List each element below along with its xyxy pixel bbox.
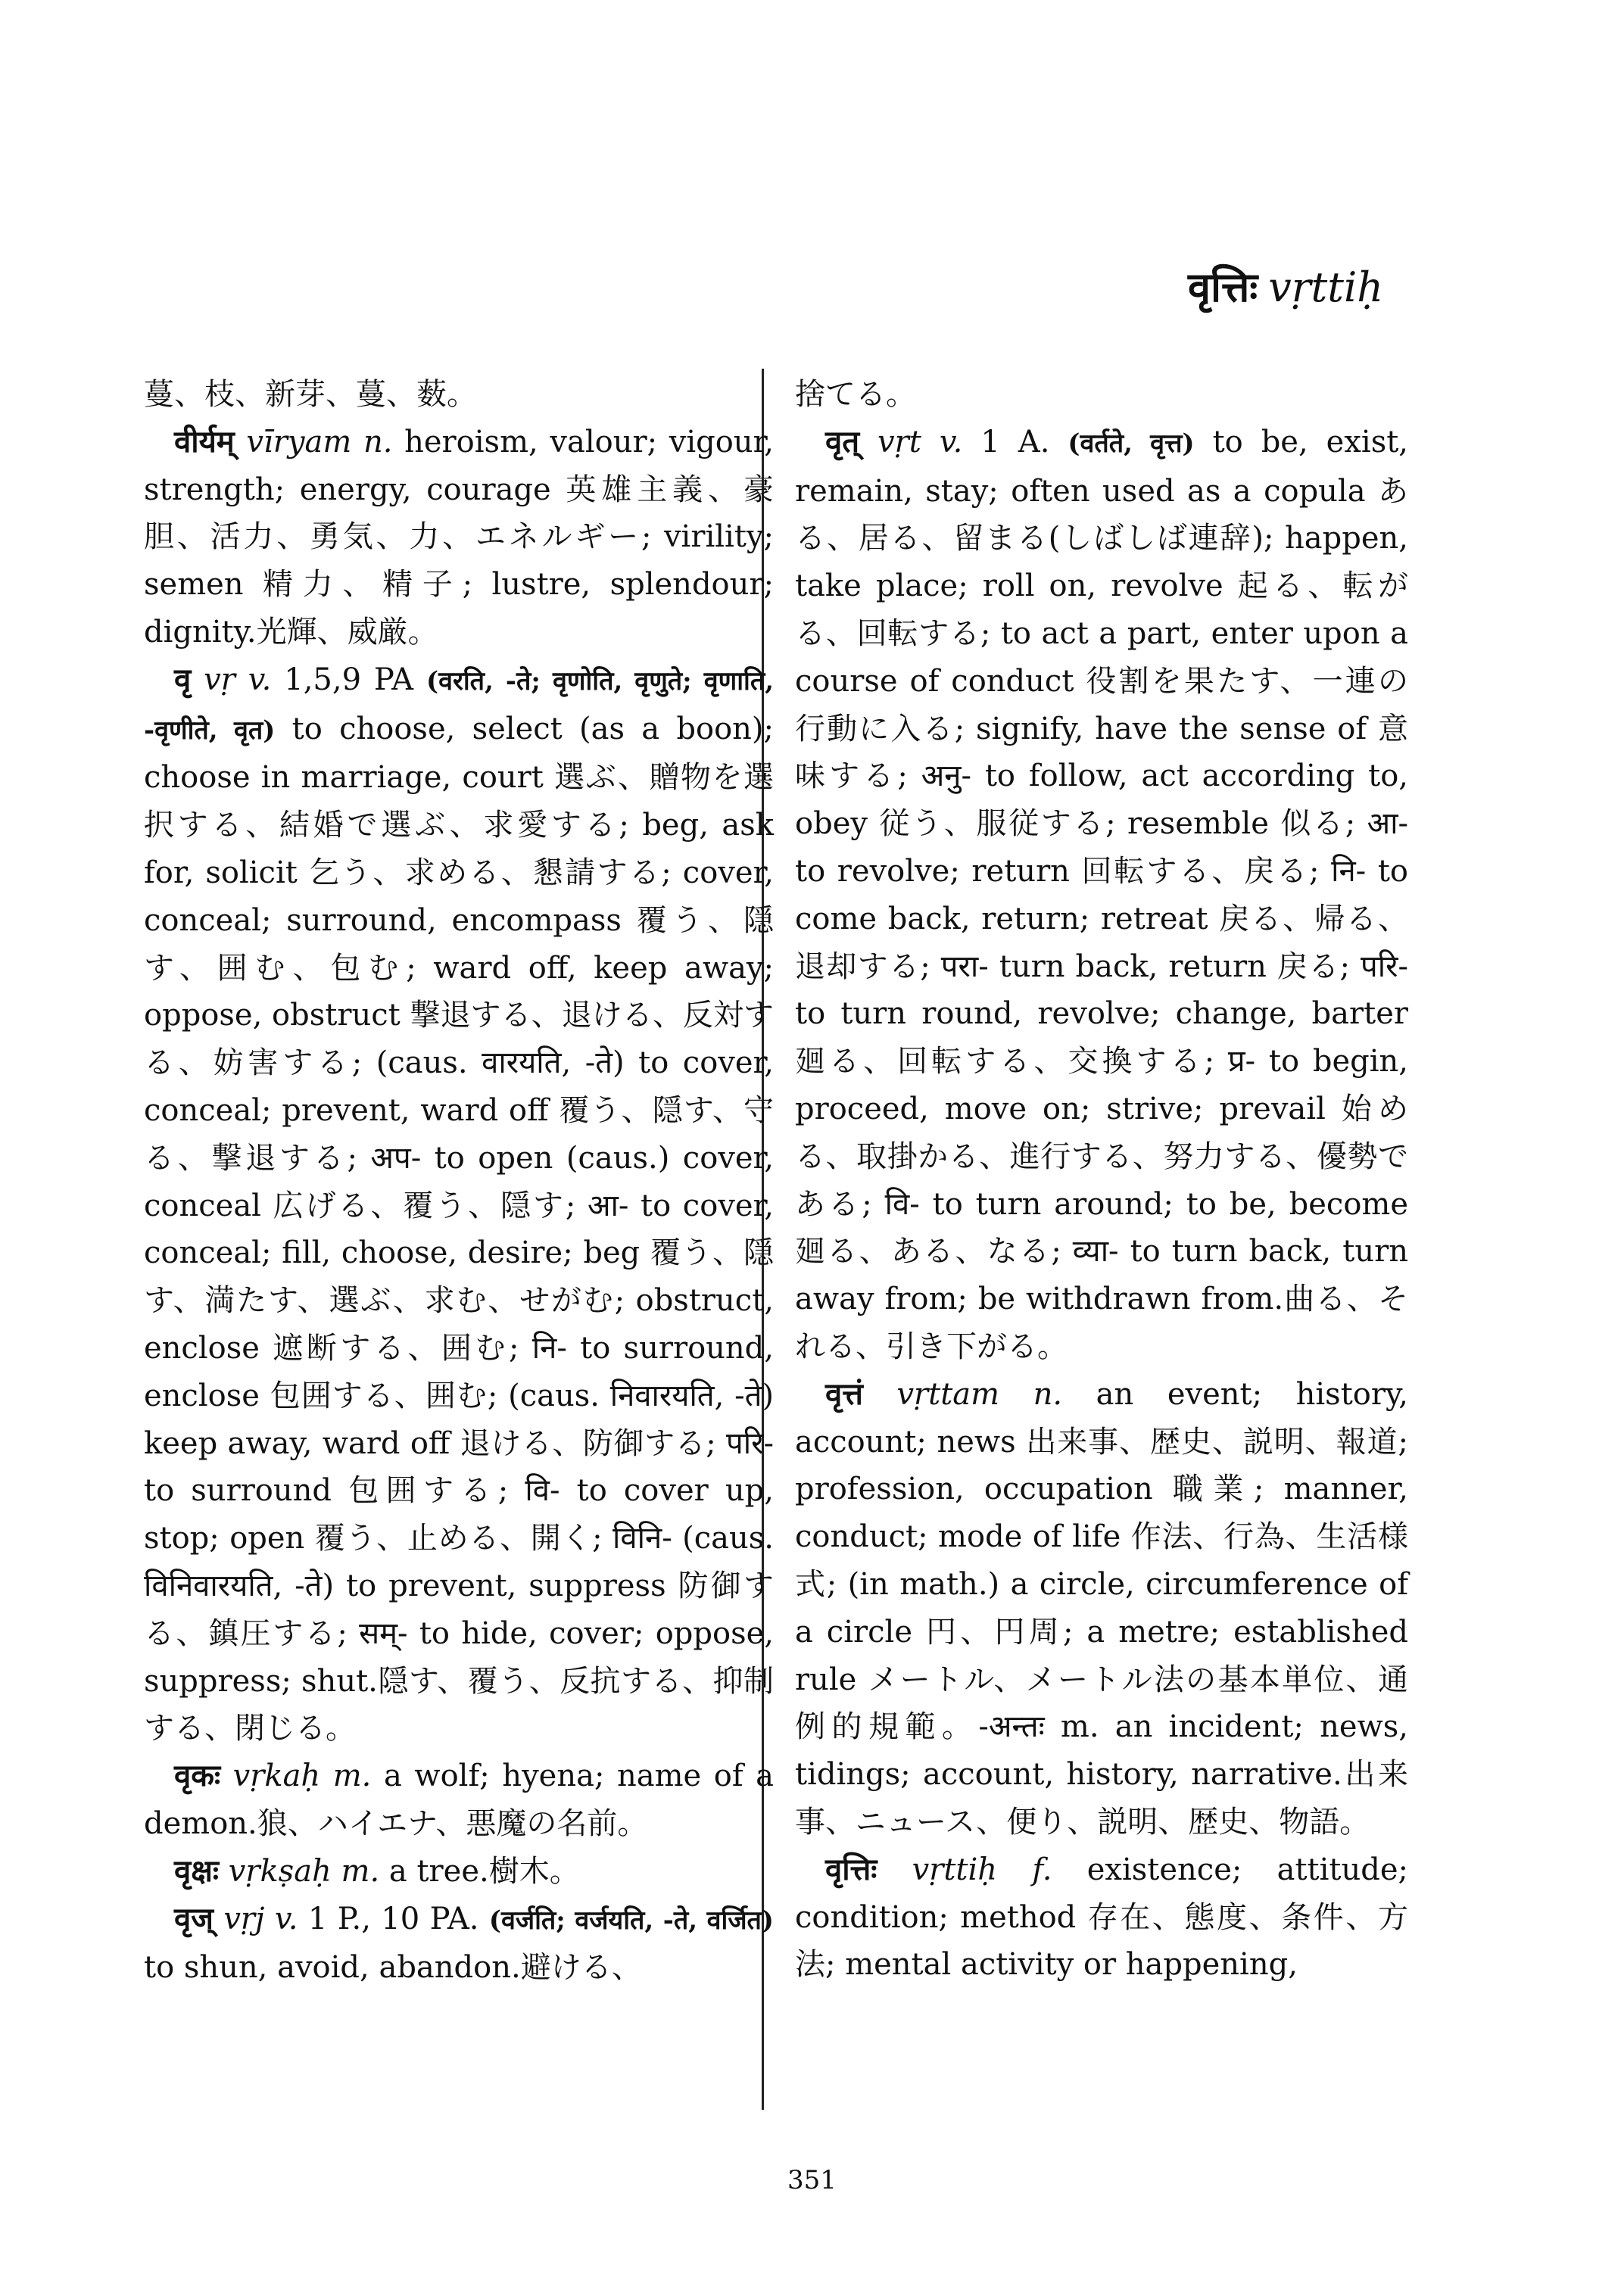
running-head-roman: vṛttiḥ [1268,263,1383,311]
entry-definition: a wolf; hyena; name of a demon.狼、ハイエナ、悪魔の名前。 [144,1759,775,1841]
entry-headword: वृज् [174,1900,214,1936]
right-column [795,371,1408,1989]
entry-definition: to shun, avoid, abandon.避ける、 [144,1950,642,1986]
entry-forms: (वर्जति; वर्जयति, -ते, वर्जित) [488,1905,775,1936]
entry-part-of-speech: m. [332,1759,372,1794]
entry-transliteration: vṛt [877,424,921,460]
dictionary-entry [144,1848,774,1896]
entry-grammar: 1,5,9 PA [284,662,414,697]
entry-headword: वृत्तं [825,1375,863,1412]
dictionary-entry [144,419,774,656]
entry-transliteration: vṛttam [896,1376,1000,1412]
entry-part-of-speech: v. [248,662,272,697]
continuation-text: 捨てる。 [795,377,916,412]
entry-headword: वृत्तिः [825,1851,877,1887]
entry-transliteration: vṛ [204,662,235,697]
entry-part-of-speech: n. [363,424,393,460]
entry-part-of-speech: n. [1033,1376,1063,1412]
left-column [144,371,774,1992]
entry-headword: वृत् [825,423,860,460]
entry-forms: (वरति, -ते; वृणोति, वृणुते; वृणाति, -वृणीते, वृत) [144,665,775,746]
entry-grammar: 1 P., 10 PA. [307,1901,479,1936]
entry-transliteration: vṛkaḥ [232,1759,321,1794]
continuation-text: 蔓、枝、新芽、蔓、薮。 [144,377,477,412]
entry-part-of-speech: v. [939,424,963,460]
entry-part-of-speech: f. [1032,1852,1052,1887]
entry-transliteration: vṛkṣaḥ [228,1853,332,1889]
running-head-devanagari: वृत्तिः [1187,263,1258,311]
entry-definition: existence; attitude; condition; method 存在、態度、条件、方法; mental activity or happening, [795,1852,1409,1983]
entry-part-of-speech: m. [341,1853,380,1889]
entry-part-of-speech: v. [274,1901,298,1936]
entry-definition: to be, exist, remain, stay; often used as a copula ある、居る、留まる(しばしば連辞); happen, take place; roll on, revolve 起る、転がる、回転する; to act a part, enter upon a course of conduct 役割を果たす、一連の行動に入る; signify, have the sense of 意味する; अनु- to follow, act according to, obey 従う、服従する; resemble 似る; आ- to revolve; return 回転する、戻る; नि- to come back, return; retreat 戻る、帰る、退却する; परा- turn back, return 戻る; परि- to turn round, revolve; change, barter 廻る、回転する、交換する; प्र- to begin, proceed, move on; strive; prevail 始める、取掛かる、進行する、努力する、優勢である; वि- to turn around; to be, become 廻る、ある、なる; व्या- to turn back, turn away from; be withdrawn from.曲る、それる、引き下がる。 [795,424,1409,1364]
entry-headword: वृ [174,661,192,697]
entry-definition: to choose, select (as a boon); choose in marriage, court 選ぶ、贈物を選択する、結婚で選ぶ、求愛する; beg, ask for, solicit 乞う、求める、懇請する; cover, conceal; surround, encompass 覆う、隠す、囲む、包む; ward off, keep away; oppose, obstruct 撃退する、退ける、反対する、妨害する; (caus. वारयति, -ते) to cover, conceal; prevent, ward off 覆う、隠す、守る、撃退する; अप- to open (caus.) cover, conceal 広げる、覆う、隠す; आ- to cover, conceal; fill, choose, desire; beg 覆う、隠す、満たす、選ぶ、求む、せがむ; obstruct, enclose 遮断する、囲む; नि- to surround, enclose 包囲する、囲む; (caus. निवारयति, -ते) keep away, ward off 退ける、防御する; परि- to surround 包囲する; वि- to cover up, stop; open 覆う、止める、開く; विनि- (caus. विनिवारयति, -ते) to prevent, suppress 防御する、鎮圧する; सम्- to hide, cover; oppose, suppress; shut.隠す、覆う、反抗する、抑制する、閉じる。 [144,711,775,1746]
entry-definition: a tree.樹木。 [388,1853,580,1889]
dictionary-entry [795,1371,1408,1846]
dictionary-entry [144,1896,774,1992]
page-number: 351 [787,2165,837,2195]
dictionary-entry [144,1752,774,1848]
entry-headword: वृकः [174,1758,221,1794]
dictionary-entry [795,1846,1408,1989]
entry-definition: heroism, valour; vigour, strength; energy, courage 英雄主義、豪胆、活力、勇気、力、エネルギー; virility; semen 精力、精子; lustre, splendour; dignity.光輝、威厳。 [144,424,775,650]
entry-grammar: 1 A. [980,424,1050,460]
entry-headword: वीर्यम् [174,423,235,460]
entry-definition: an event; history, account; news 出来事、歴史、説明、報道; profession, occupation 職業; manner, conduct; mode of life 作法、行為、生活様式; (in math.) a circle, circumference of a circle 円、円周; a metre; established rule メートル、メートル法の基本単位、通例的規範。-अन्तः m. an incident; news, tidings; account, history, narrative.出来事、ニュース、便り、説明、歴史、物語。 [795,1376,1408,1840]
dictionary-entry [144,656,774,1752]
entry-transliteration: vṛttiḥ [912,1852,998,1887]
entry-transliteration: vīryam [246,424,352,460]
entry-headword: वृक्षः [174,1852,219,1889]
entry-forms: (वर्तते, वृत्त) [1068,428,1195,459]
dictionary-entry [795,419,1408,1371]
entry-transliteration: vṛj [223,1901,265,1936]
running-head [1187,263,1383,311]
